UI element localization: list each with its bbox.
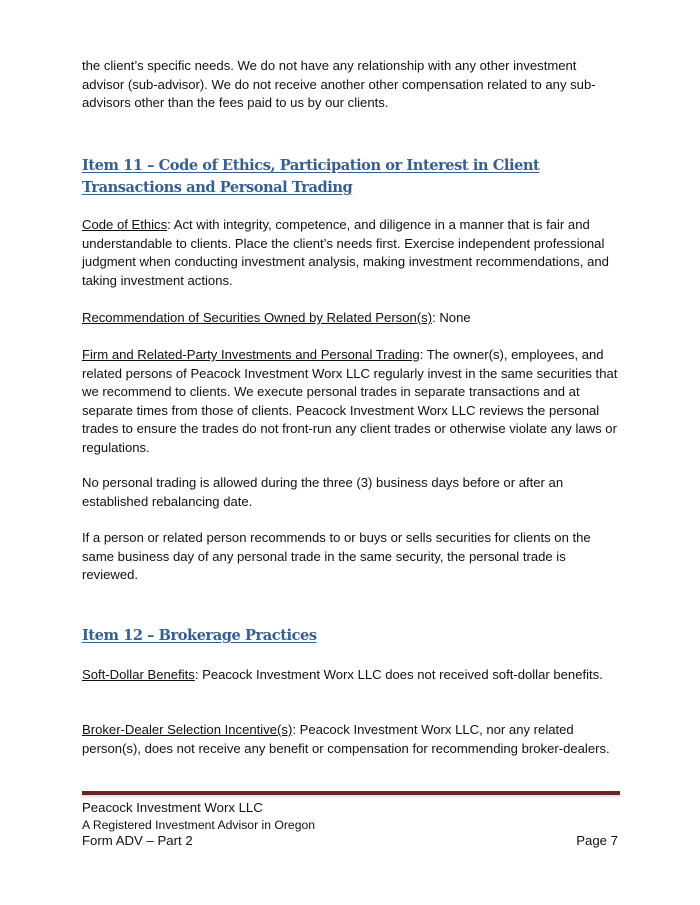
soft-dollar-paragraph xyxy=(82,666,622,685)
recommendation-paragraph xyxy=(82,309,622,328)
intro-paragraph xyxy=(82,57,622,113)
footer-firm-name: Peacock Investment Worx LLC xyxy=(82,800,263,815)
intro-text: the client’s specific needs. We do not have any relationship with any other investment advisor (sub-advisor). We do not receive another other compensation related to any sub-advisors other than the fees paid to us by our clients. xyxy=(82,58,596,111)
recommendation-text: : None xyxy=(432,310,471,325)
broker-dealer-label: Broker-Dealer Selection Incentive(s) xyxy=(82,722,293,737)
footer-form: Form ADV – Part 2 xyxy=(82,833,193,848)
firm-investments-text: : The owner(s), employees, and related persons of Peacock Investment Worx LLC regularly invest in the same securities that we recommend to clients. We execute personal trades in separate transactions and at separate times from those of clients. Peacock Investment Worx LLC reviews the personal trades to ensure the trades do not front-run any client trades or otherwise violate any laws or regulations. xyxy=(82,347,618,455)
firm-investments-paragraph xyxy=(82,346,622,458)
code-of-ethics-paragraph xyxy=(82,216,622,290)
footer-divider xyxy=(82,791,620,795)
same-day-text: If a person or related person recommends to or buys or sells securities for clients on the same business day of any personal trade in the same security, the personal trade is reviewed. xyxy=(82,530,591,583)
footer-subtitle: A Registered Investment Advisor in Oregon xyxy=(82,818,316,832)
no-trading-text: No personal trading is allowed during the three (3) business days before or after an established rebalancing date. xyxy=(82,475,564,509)
page-number: Page 7 xyxy=(576,833,618,848)
same-day-paragraph xyxy=(82,529,622,585)
recommendation-label: Recommendation of Securities Owned by Related Person(s) xyxy=(82,310,433,325)
code-of-ethics-text: : Act with integrity, competence, and diligence in a manner that is fair and understandable to clients. Place the client’s needs first. Exercise independent professional judgment when conducting investment analysis, making investment recommendations, and taking investment actions. xyxy=(82,217,609,288)
soft-dollar-text: : Peacock Investment Worx LLC does not received soft-dollar benefits. xyxy=(194,667,603,682)
broker-dealer-paragraph xyxy=(82,721,622,758)
soft-dollar-label: Soft-Dollar Benefits xyxy=(82,667,195,682)
no-trading-paragraph xyxy=(82,474,622,511)
firm-investments-label: Firm and Related-Party Investments and Personal Trading xyxy=(82,347,420,362)
item12-heading: Item 12 – Brokerage Practices xyxy=(82,627,317,644)
item11-heading: Item 11 – Code of Ethics, Participation or Interest in Client Transactions and Personal Trading xyxy=(82,157,540,196)
code-of-ethics-label: Code of Ethics xyxy=(82,217,168,232)
broker-dealer-text: : Peacock Investment Worx LLC, nor any related person(s), does not receive any benefit or compensation for recommending broker-dealers. xyxy=(82,722,610,756)
